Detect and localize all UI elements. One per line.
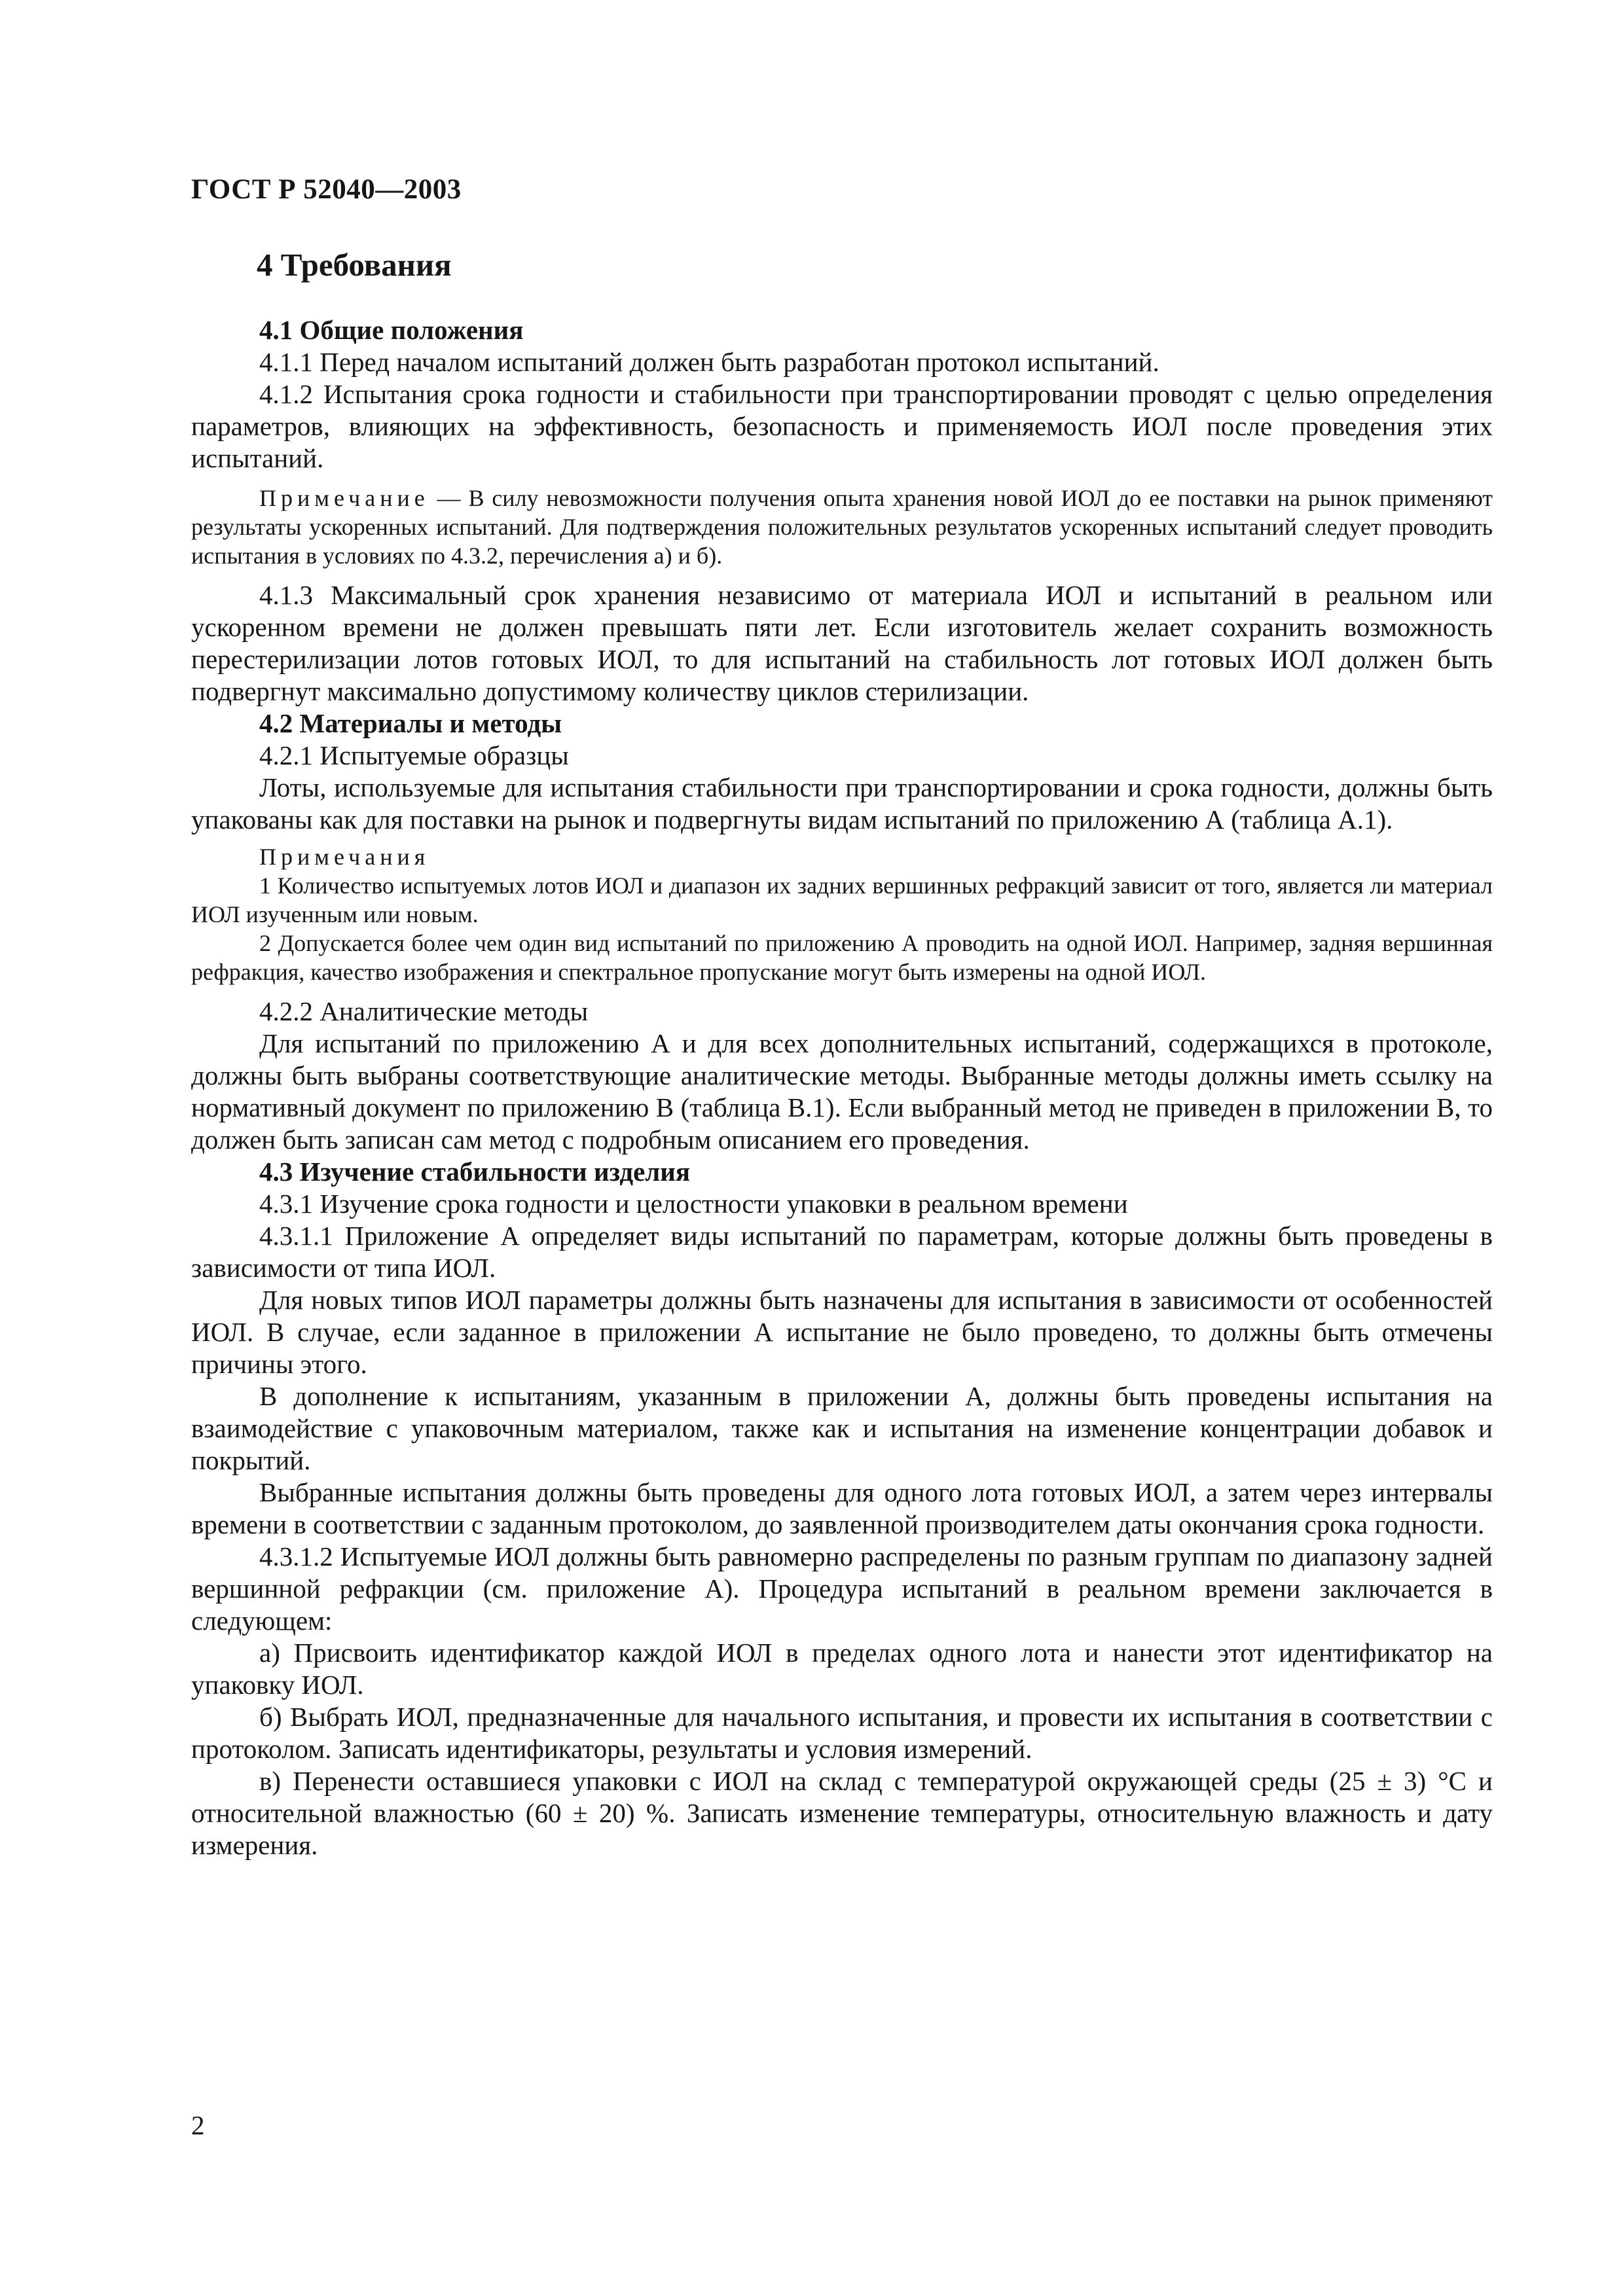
- note-label: Примечания: [259, 844, 430, 870]
- paragraph: 4.1.2 Испытания срока годности и стабильности при транспортировании проводят с целью определения параметров, влияющих на эффективность, безопасность и применяемость ИОЛ после проведения этих испытаний.: [191, 379, 1493, 473]
- paragraph: Для испытаний по приложению А и для всех дополнительных испытаний, содержащихся в протоколе, должны быть выбраны соответствующие аналитические методы. Выбранные методы должны иметь ссылку на нормативный документ по приложению В (таблица В.1). Если выбранный метод не приведен в приложении В, то должен быть записан сам метод с подробным описанием его проведения.: [191, 1028, 1493, 1155]
- paragraph: 4.3.1.2 Испытуемые ИОЛ должны быть равномерно распределены по разным группам по диапазону задней вершинной рефракции (см. приложение А). Процедура испытаний в реальном времени заключается в следующем:: [191, 1541, 1493, 1636]
- paragraph: а) Присвоить идентификатор каждой ИОЛ в пределах одного лота и нанести этот идентификатор на упаковку ИОЛ.: [191, 1638, 1493, 1700]
- subsection-heading: 4.1 Общие положения: [259, 315, 524, 345]
- paragraph: 4.1.1 Перед началом испытаний должен быть разработан протокол испытаний.: [259, 347, 1159, 377]
- paragraph: Выбранные испытания должны быть проведены для одного лота готовых ИОЛ, а затем через интервалы времени в соответствии с заданным протоколом, до заявленной производителем даты окончания срока годности.: [191, 1477, 1493, 1539]
- paragraph: 4.2.2 Аналитические методы: [259, 996, 589, 1026]
- note-item: 2 Допускается более чем один вид испытаний по приложению А проводить на одной ИОЛ. Например, задняя вершинная рефракция, качество изображения и спектральное пропускание могут быть измерены на одной ИОЛ.: [191, 930, 1493, 985]
- paragraph: б) Выбрать ИОЛ, предназначенные для начального испытания, и провести их испытания в соответствии с протоколом. Записать идентификаторы, результаты и условия измерений.: [191, 1702, 1493, 1764]
- paragraph: 4.3.1.1 Приложение А определяет виды испытаний по параметрам, которые должны быть проведены в зависимости от типа ИОЛ.: [191, 1221, 1493, 1283]
- page-number: 2: [191, 2110, 205, 2140]
- subsection-heading: 4.2 Материалы и методы: [259, 708, 562, 738]
- section-title: 4 Требования: [257, 247, 452, 283]
- notes-heading: [191, 842, 1493, 871]
- paragraph: 4.1.3 Максимальный срок хранения независимо от материала ИОЛ и испытаний в реальном или ускоренном времени не должен превышать пяти лет. Если изготовитель желает сохранить возможность перестерилизации лотов готовых ИОЛ, то для испытаний на стабильность лот готовых ИОЛ должен быть подвергнут максимально допустимому количеству циклов стерилизации.: [191, 580, 1493, 706]
- document-code: ГОСТ Р 52040—2003: [191, 174, 462, 205]
- paragraph: 4.3.1 Изучение срока годности и целостности упаковки в реальном времени: [259, 1189, 1128, 1219]
- body-text: [191, 314, 1493, 1861]
- paragraph: Лоты, используемые для испытания стабильности при транспортировании и срока годности, должны быть упакованы как для поставки на рынок и подвергнуты видам испытаний по приложению А (таблица А.1).: [191, 772, 1493, 834]
- note-text: — В силу невозможности получения опыта хранения новой ИОЛ до ее поставки на рынок применяют результаты ускоренных испытаний. Для подтверждения положительных результатов ускоренных испытаний следует проводить испытания в условиях по 4.3.2, перечисления а) и б).: [191, 485, 1493, 569]
- note: [191, 484, 1493, 570]
- paragraph: В дополнение к испытаниям, указанным в приложении А, должны быть проведены испытания на взаимодействие с упаковочным материалом, также как и испытания на изменение концентрации добавок и покрытий.: [191, 1381, 1493, 1475]
- subsection-heading: 4.3 Изучение стабильности изделия: [259, 1157, 691, 1187]
- paragraph: в) Перенести оставшиеся упаковки с ИОЛ на склад с температурой окружающей среды (25 ± 3) °С и относительной влажностью (60 ± 20) %. Записать изменение температуры, относительную влажность и дату измерения.: [191, 1766, 1493, 1860]
- note-item: 1 Количество испытуемых лотов ИОЛ и диапазон их задних вершинных рефракций зависит от того, является ли материал ИОЛ изученным или новым.: [191, 872, 1493, 927]
- paragraph: 4.2.1 Испытуемые образцы: [259, 740, 569, 770]
- paragraph: Для новых типов ИОЛ параметры должны быть назначены для испытания в зависимости от особенностей ИОЛ. В случае, если заданное в приложении А испытание не было проведено, то должны быть отмечены причины этого.: [191, 1285, 1493, 1379]
- note-label: Примечание: [259, 485, 429, 511]
